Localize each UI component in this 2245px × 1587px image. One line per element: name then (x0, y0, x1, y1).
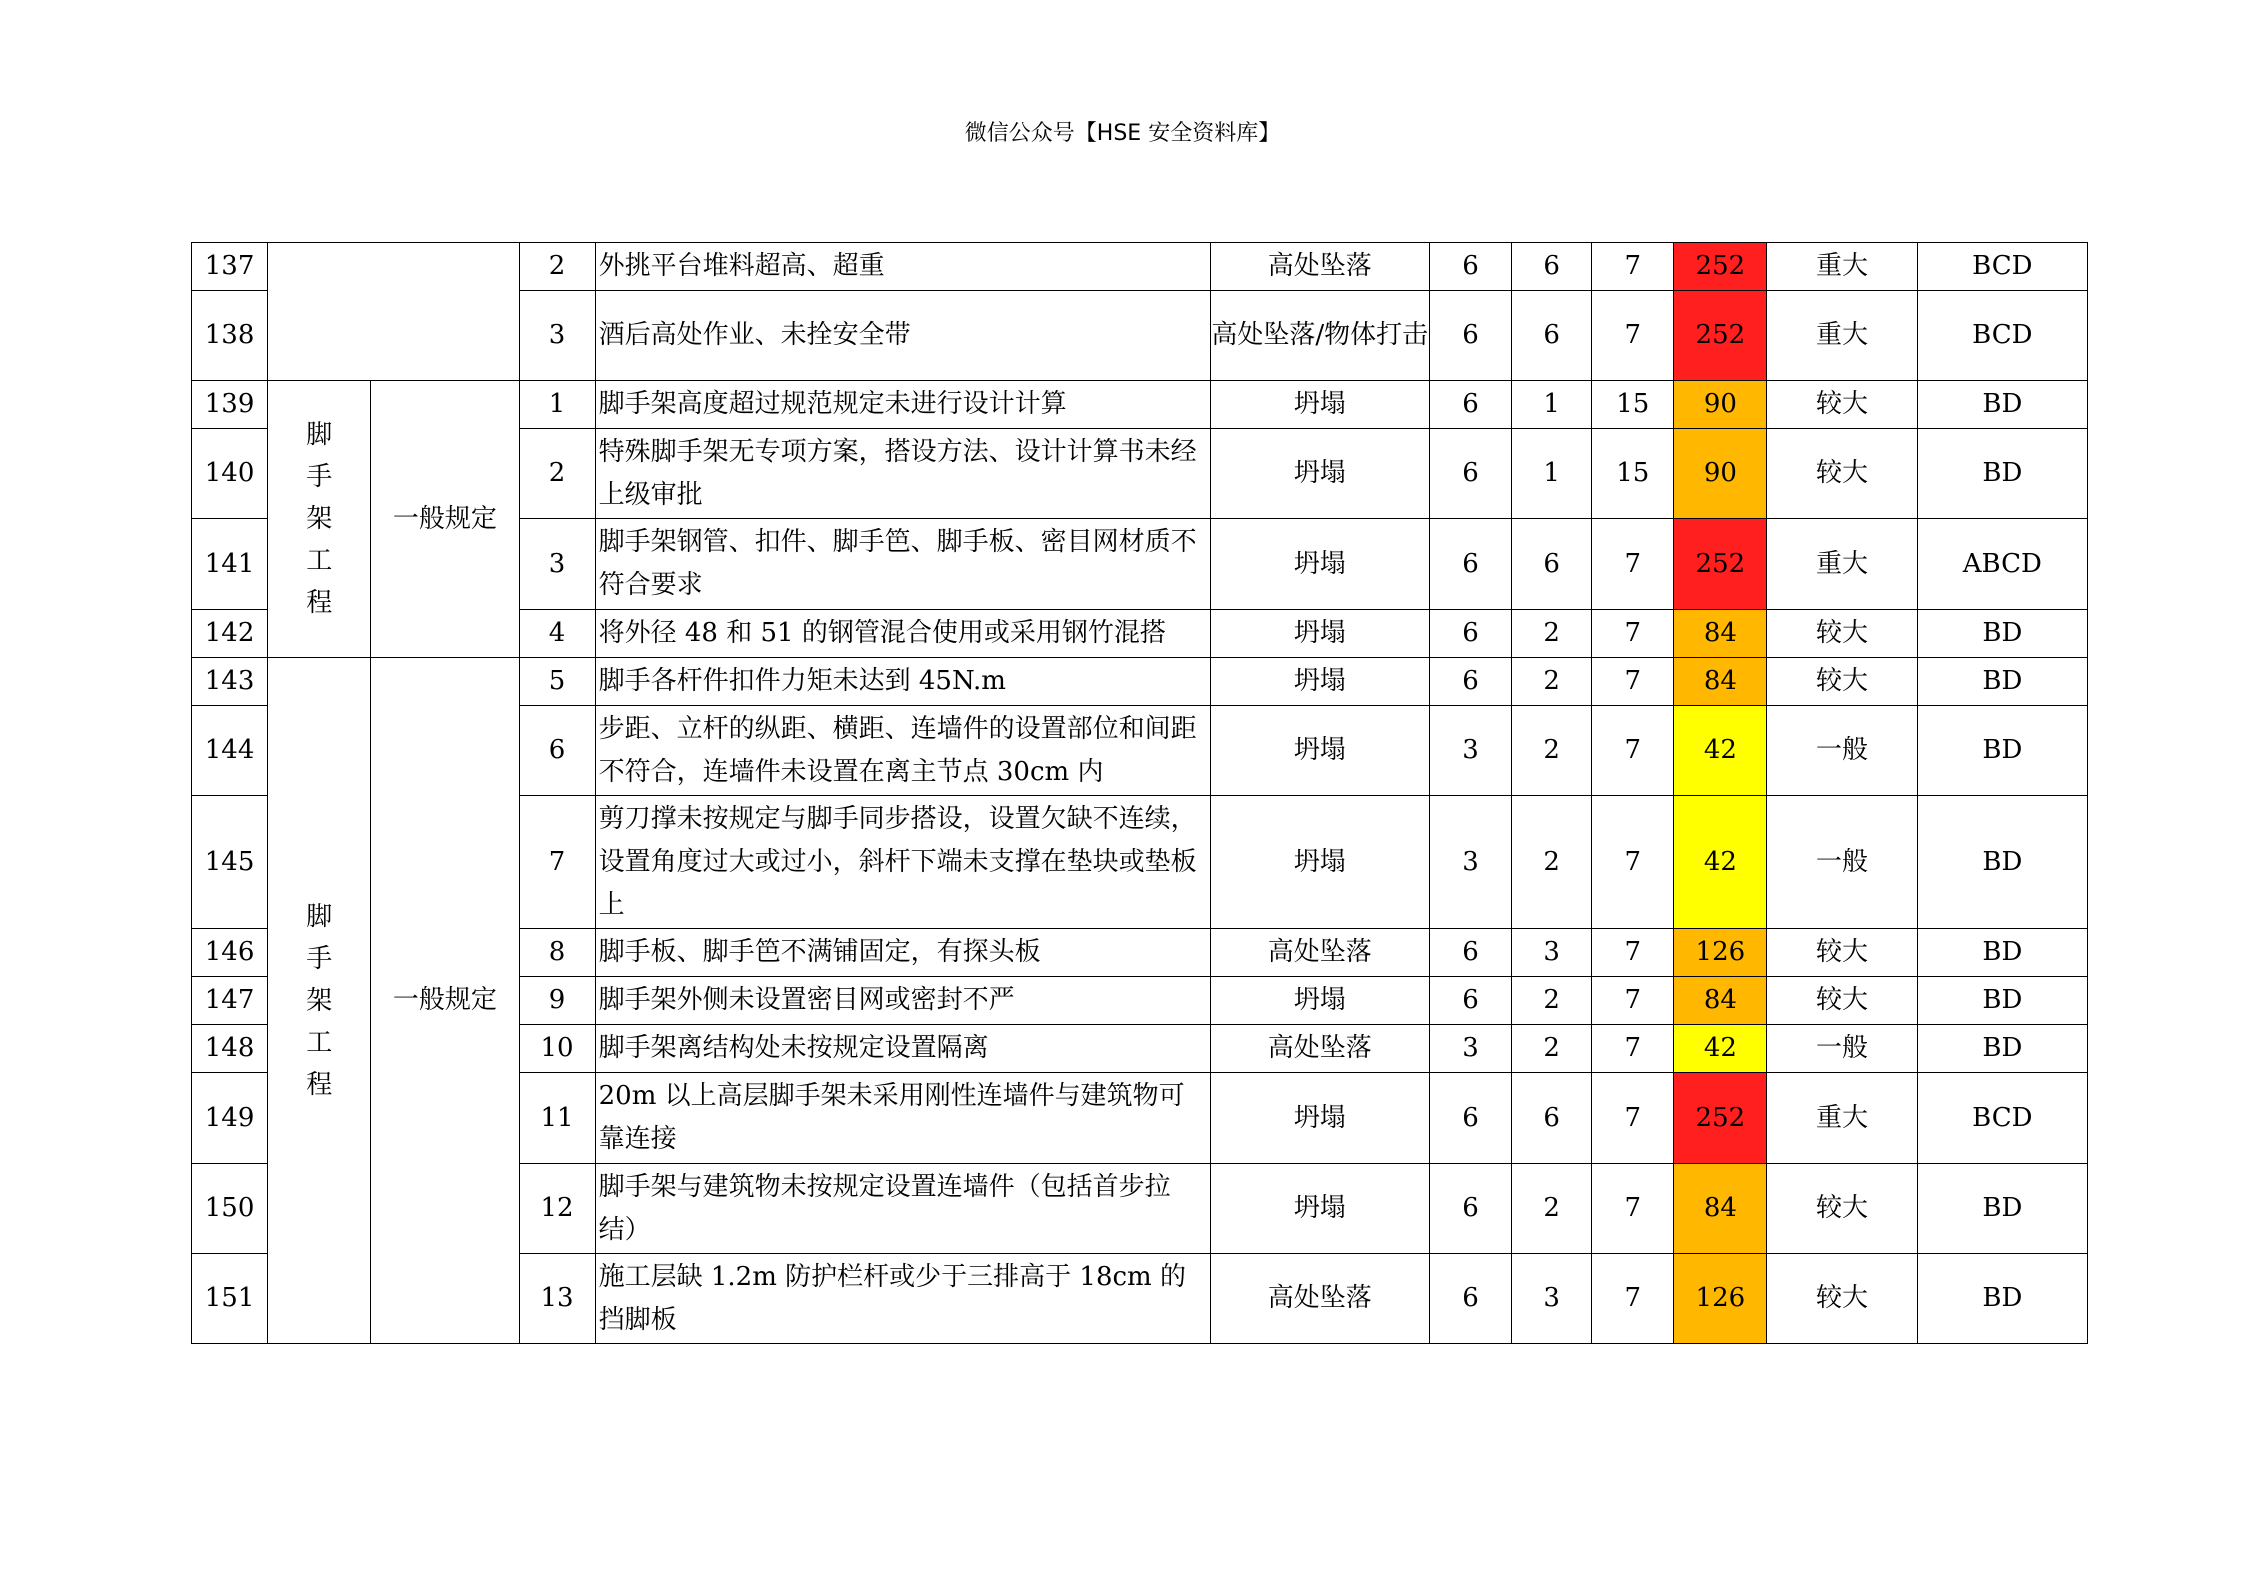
accident-type: 坍塌 (1210, 1073, 1429, 1164)
hazard-description: 脚手架离结构处未按规定设置隔离 (595, 1025, 1210, 1073)
item-number: 13 (519, 1254, 595, 1344)
e-value: 2 (1512, 977, 1592, 1025)
risk-level: 重大 (1767, 1073, 1917, 1164)
item-number: 7 (519, 796, 595, 929)
risk-level: 一般 (1767, 1025, 1917, 1073)
d-score: 252 (1674, 519, 1767, 610)
accident-type: 高处坠落 (1210, 1025, 1429, 1073)
d-score: 252 (1674, 243, 1767, 291)
e-value: 2 (1512, 706, 1592, 796)
d-score: 42 (1674, 1025, 1767, 1073)
l-value: 6 (1429, 243, 1511, 291)
row-id: 151 (192, 1254, 268, 1344)
risk-level: 一般 (1767, 706, 1917, 796)
c-value: 7 (1592, 658, 1674, 706)
control-measures: ABCD (1917, 519, 2087, 610)
risk-level: 较大 (1767, 429, 1917, 519)
risk-level: 重大 (1767, 243, 1917, 291)
category-cell (268, 381, 371, 658)
c-value: 7 (1592, 929, 1674, 977)
item-number: 5 (519, 658, 595, 706)
subcategory-cell: 一般规定 (371, 381, 519, 658)
e-value: 2 (1512, 1164, 1592, 1254)
risk-level: 重大 (1767, 519, 1917, 610)
row-id: 149 (192, 1073, 268, 1164)
item-number: 3 (519, 519, 595, 610)
c-value: 7 (1592, 706, 1674, 796)
item-number: 1 (519, 381, 595, 429)
accident-type: 坍塌 (1210, 658, 1429, 706)
accident-type: 高处坠落/物体打击 (1210, 291, 1429, 381)
l-value: 6 (1429, 1254, 1511, 1344)
accident-type: 坍塌 (1210, 1164, 1429, 1254)
accident-type: 坍塌 (1210, 610, 1429, 658)
l-value: 3 (1429, 706, 1511, 796)
accident-type: 坍塌 (1210, 796, 1429, 929)
control-measures: BD (1917, 706, 2087, 796)
c-value: 7 (1592, 977, 1674, 1025)
control-measures: BD (1917, 658, 2087, 706)
c-value: 7 (1592, 1164, 1674, 1254)
c-value: 15 (1592, 429, 1674, 519)
c-value: 7 (1592, 243, 1674, 291)
l-value: 3 (1429, 1025, 1511, 1073)
item-number: 11 (519, 1073, 595, 1164)
control-measures: BD (1917, 381, 2087, 429)
control-measures: BD (1917, 1254, 2087, 1344)
d-score: 84 (1674, 1164, 1767, 1254)
row-id: 145 (192, 796, 268, 929)
hazard-description: 酒后高处作业、未拴安全带 (595, 291, 1210, 381)
control-measures: BD (1917, 610, 2087, 658)
accident-type: 坍塌 (1210, 429, 1429, 519)
control-measures: BCD (1917, 1073, 2087, 1164)
c-value: 7 (1592, 1025, 1674, 1073)
item-number: 3 (519, 291, 595, 381)
d-score: 90 (1674, 381, 1767, 429)
hazard-description: 外挑平台堆料超高、超重 (595, 243, 1210, 291)
c-value: 7 (1592, 1254, 1674, 1344)
hazard-description: 20m 以上高层脚手架未采用刚性连墙件与建筑物可靠连接 (595, 1073, 1210, 1164)
l-value: 6 (1429, 429, 1511, 519)
e-value: 2 (1512, 796, 1592, 929)
item-number: 10 (519, 1025, 595, 1073)
hazard-description: 剪刀撑未按规定与脚手同步搭设，设置欠缺不连续，设置角度过大或过小，斜杆下端未支撑在垫块或垫板上 (595, 796, 1210, 929)
d-score: 252 (1674, 1073, 1767, 1164)
l-value: 6 (1429, 929, 1511, 977)
hazard-description: 脚手架与建筑物未按规定设置连墙件（包括首步拉结） (595, 1164, 1210, 1254)
accident-type: 高处坠落 (1210, 929, 1429, 977)
hazard-description: 脚手架外侧未设置密目网或密封不严 (595, 977, 1210, 1025)
row-id: 147 (192, 977, 268, 1025)
e-value: 1 (1512, 381, 1592, 429)
control-measures: BD (1917, 796, 2087, 929)
e-value: 3 (1512, 929, 1592, 977)
l-value: 6 (1429, 381, 1511, 429)
risk-level: 较大 (1767, 977, 1917, 1025)
c-value: 15 (1592, 381, 1674, 429)
c-value: 7 (1592, 291, 1674, 381)
control-measures: BD (1917, 1164, 2087, 1254)
category-cell-empty (268, 243, 519, 381)
row-id: 148 (192, 1025, 268, 1073)
d-score: 126 (1674, 1254, 1767, 1344)
item-number: 12 (519, 1164, 595, 1254)
l-value: 6 (1429, 291, 1511, 381)
l-value: 6 (1429, 658, 1511, 706)
item-number: 9 (519, 977, 595, 1025)
control-measures: BD (1917, 1025, 2087, 1073)
row-id: 140 (192, 429, 268, 519)
d-score: 84 (1674, 658, 1767, 706)
row-id: 146 (192, 929, 268, 977)
category-vertical-text: 脚手架工程 (306, 901, 333, 1100)
control-measures: BCD (1917, 243, 2087, 291)
risk-level: 较大 (1767, 1164, 1917, 1254)
c-value: 7 (1592, 519, 1674, 610)
risk-level: 一般 (1767, 796, 1917, 929)
risk-level: 重大 (1767, 291, 1917, 381)
d-score: 84 (1674, 610, 1767, 658)
c-value: 7 (1592, 610, 1674, 658)
item-number: 8 (519, 929, 595, 977)
l-value: 3 (1429, 796, 1511, 929)
item-number: 6 (519, 706, 595, 796)
e-value: 6 (1512, 291, 1592, 381)
risk-level: 较大 (1767, 610, 1917, 658)
subcategory-cell: 一般规定 (371, 658, 519, 1344)
hazard-description: 将外径 48 和 51 的钢管混合使用或采用钢竹混搭 (595, 610, 1210, 658)
d-score: 90 (1674, 429, 1767, 519)
d-score: 42 (1674, 706, 1767, 796)
d-score: 126 (1674, 929, 1767, 977)
hazard-description: 脚手架高度超过规范规定未进行设计计算 (595, 381, 1210, 429)
row-id: 139 (192, 381, 268, 429)
e-value: 6 (1512, 519, 1592, 610)
row-id: 138 (192, 291, 268, 381)
row-id: 142 (192, 610, 268, 658)
table-row (192, 658, 2088, 706)
control-measures: BD (1917, 977, 2087, 1025)
item-number: 2 (519, 429, 595, 519)
e-value: 1 (1512, 429, 1592, 519)
accident-type: 坍塌 (1210, 977, 1429, 1025)
table-row (192, 381, 2088, 429)
l-value: 6 (1429, 1164, 1511, 1254)
page-header: 微信公众号【HSE 安全资料库】 (964, 121, 1281, 146)
table-row (192, 243, 2088, 291)
d-score: 42 (1674, 796, 1767, 929)
hazard-description: 脚手板、脚手笆不满铺固定，有探头板 (595, 929, 1210, 977)
control-measures: BD (1917, 929, 2087, 977)
l-value: 6 (1429, 610, 1511, 658)
hazard-description: 脚手各杆件扣件力矩未达到 45N.m (595, 658, 1210, 706)
row-id: 150 (192, 1164, 268, 1254)
l-value: 6 (1429, 1073, 1511, 1164)
accident-type: 高处坠落 (1210, 1254, 1429, 1344)
hazard-description: 步距、立杆的纵距、横距、连墙件的设置部位和间距不符合，连墙件未设置在离主节点 30cm 内 (595, 706, 1210, 796)
row-id: 141 (192, 519, 268, 610)
hazard-description: 特殊脚手架无专项方案，搭设方法、设计计算书未经上级审批 (595, 429, 1210, 519)
accident-type: 坍塌 (1210, 519, 1429, 610)
d-score: 84 (1674, 977, 1767, 1025)
e-value: 3 (1512, 1254, 1592, 1344)
e-value: 6 (1512, 243, 1592, 291)
risk-level: 较大 (1767, 381, 1917, 429)
e-value: 2 (1512, 658, 1592, 706)
row-id: 143 (192, 658, 268, 706)
category-vertical-text: 脚手架工程 (306, 420, 333, 618)
accident-type: 坍塌 (1210, 381, 1429, 429)
c-value: 7 (1592, 1073, 1674, 1164)
l-value: 6 (1429, 519, 1511, 610)
l-value: 6 (1429, 977, 1511, 1025)
e-value: 2 (1512, 1025, 1592, 1073)
hazard-description: 脚手架钢管、扣件、脚手笆、脚手板、密目网材质不符合要求 (595, 519, 1210, 610)
control-measures: BD (1917, 429, 2087, 519)
item-number: 4 (519, 610, 595, 658)
risk-level: 较大 (1767, 1254, 1917, 1344)
accident-type: 高处坠落 (1210, 243, 1429, 291)
hazard-description: 施工层缺 1.2m 防护栏杆或少于三排高于 18cm 的挡脚板 (595, 1254, 1210, 1344)
control-measures: BCD (1917, 291, 2087, 381)
e-value: 2 (1512, 610, 1592, 658)
risk-level: 较大 (1767, 929, 1917, 977)
category-cell (268, 658, 371, 1344)
e-value: 6 (1512, 1073, 1592, 1164)
c-value: 7 (1592, 796, 1674, 929)
item-number: 2 (519, 243, 595, 291)
risk-assessment-table (191, 242, 2088, 1344)
d-score: 252 (1674, 291, 1767, 381)
accident-type: 坍塌 (1210, 706, 1429, 796)
row-id: 137 (192, 243, 268, 291)
risk-level: 较大 (1767, 658, 1917, 706)
row-id: 144 (192, 706, 268, 796)
